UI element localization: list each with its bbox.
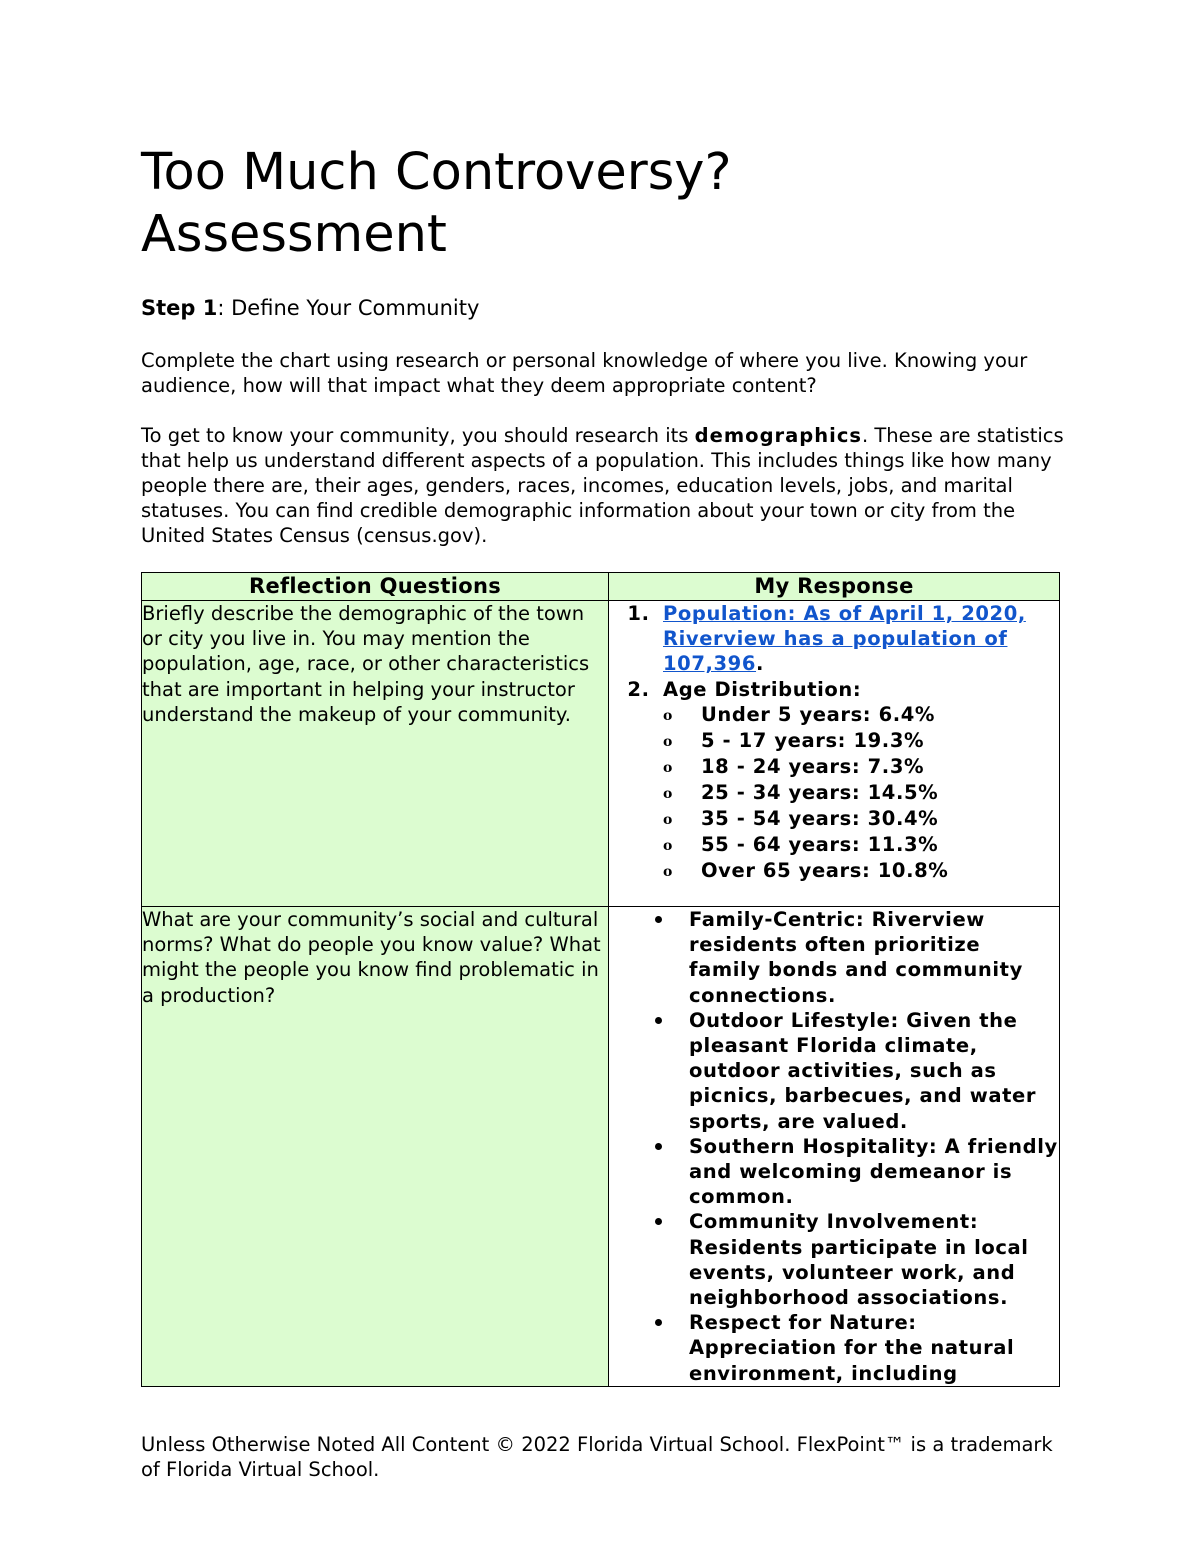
norm-item: Southern Hospitality: A friendly and welcoming demeanor is common. bbox=[689, 1134, 1058, 1209]
table-header-row bbox=[142, 573, 1060, 601]
demographic-list bbox=[609, 601, 1059, 884]
question-demographic: Briefly describe the demographic of the town or city you live in. You may mention the population, age, race, or other characteristics that are important in helping your instructor understand the makeup of your community. bbox=[142, 601, 609, 907]
header-reflection-questions: Reflection Questions bbox=[142, 573, 609, 601]
demographics-paragraph bbox=[141, 423, 1071, 548]
step-label: Step 1 bbox=[141, 296, 218, 320]
norm-item: Outdoor Lifestyle: Given the pleasant Florida climate, outdoor activities, such as picnics, barbecues, and water sports, are valued. bbox=[689, 1008, 1059, 1134]
response-norms bbox=[609, 907, 1060, 1387]
age-item: o Over 65 years: 10.8% bbox=[695, 858, 1059, 884]
response-demographic bbox=[609, 601, 1060, 907]
age-item: o 18 - 24 years: 7.3% bbox=[695, 754, 1059, 780]
copyright-footer: Unless Otherwise Noted All Content © 2022 Florida Virtual School. FlexPoint™ is a trademark of Florida Virtual School. bbox=[141, 1433, 1053, 1481]
header-my-response: My Response bbox=[609, 573, 1060, 601]
age-distribution-heading: Age Distribution: bbox=[663, 677, 862, 701]
list-item bbox=[657, 677, 1059, 884]
age-item: o 55 - 64 years: 11.3% bbox=[695, 832, 1059, 858]
demographics-text-before: To get to know your community, you should research its bbox=[141, 424, 695, 447]
age-list bbox=[663, 702, 1059, 884]
age-item: o 35 - 54 years: 30.4% bbox=[695, 806, 1059, 832]
norm-item: Community Involvement: Residents participate in local events, volunteer work, and neighborhood associations. bbox=[689, 1209, 1059, 1310]
intro-paragraph: Complete the chart using research or personal knowledge of where you live. Knowing your audience, how will that impact what they deem appropriate content? bbox=[141, 349, 1028, 397]
demographics-text-after: . These are statistics that help us understand different aspects of a population. This includes things like how many people there are, their ages, genders, races, incomes, education levels, jobs, and marital statuses. You can find credible demographic information about your town or city from the United States Census (census.gov). bbox=[141, 424, 1064, 547]
list-item bbox=[657, 601, 1059, 677]
age-item: o 5 - 17 years: 19.3% bbox=[695, 728, 1059, 754]
demographics-term: demographics bbox=[694, 424, 862, 447]
table-row bbox=[142, 601, 1060, 907]
step-heading bbox=[141, 293, 479, 323]
page-title: Too Much Controversy? Assessment bbox=[141, 143, 732, 264]
norm-item: Respect for Nature: Appreciation for the natural environment, including bbox=[689, 1310, 1059, 1386]
step-text: : Define Your Community bbox=[217, 296, 480, 320]
norms-list bbox=[609, 907, 1059, 1386]
norm-item: Family-Centric: Riverview residents often prioritize family bonds and community connections. bbox=[689, 907, 1059, 1008]
age-item: o Under 5 years: 6.4% bbox=[695, 702, 1059, 728]
population-period: . bbox=[756, 652, 765, 676]
age-item: o 25 - 34 years: 14.5% bbox=[695, 780, 1059, 806]
table-row bbox=[142, 907, 1060, 1387]
population-link[interactable]: Population: As of April 1, 2020, Riverview has a population of 107,396 bbox=[663, 602, 1026, 676]
reflection-table bbox=[141, 572, 1060, 1387]
question-norms: What are your community’s social and cultural norms? What do people you know value? What might the people you know find problematic in a production? bbox=[142, 907, 609, 1387]
